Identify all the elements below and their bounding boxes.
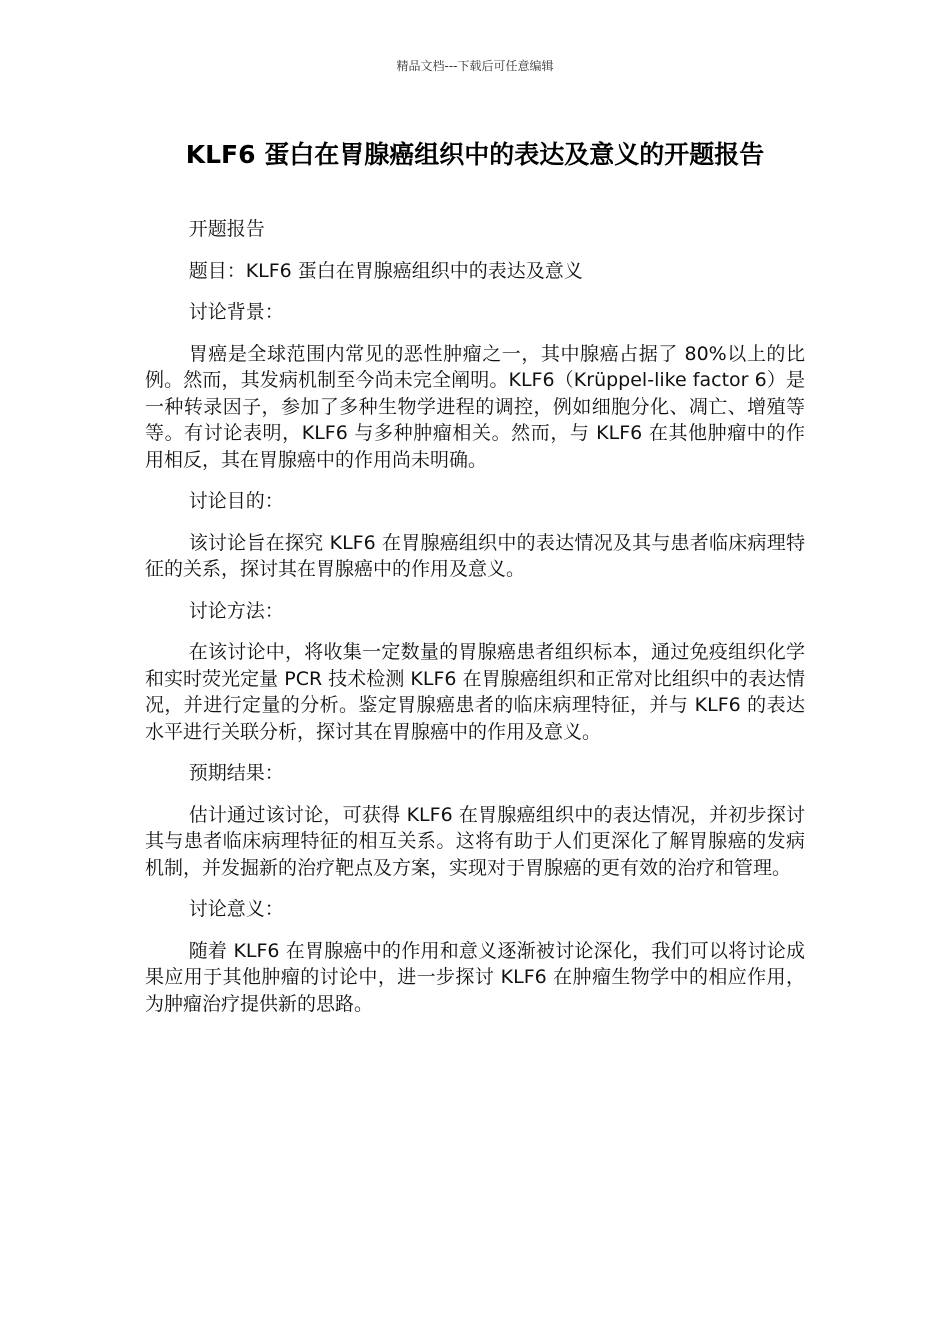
- section-heading-expected-results: 预期结果：: [188, 762, 284, 784]
- report-label: 开题报告: [188, 218, 265, 240]
- section-heading-purpose: 讨论目的：: [188, 490, 284, 512]
- method-paragraph: 在该讨论中，将收集一定数量的胃腺癌患者组织标本，通过免疫组织化学和实时荧光定量 PCR 技术检测 KLF6 在胃腺癌组织和正常对比组织中的表达情况，并进行定量的分析。鉴定胃腺癌患者的临床病理特征，并与 KLF6 的表达水平进行关联分析，探讨其在胃腺癌中的作用及意义。: [145, 641, 805, 743]
- section-heading-method: 讨论方法：: [188, 599, 284, 622]
- section-heading-significance: 讨论意义：: [188, 898, 284, 920]
- significance-paragraph: 随着 KLF6 在胃腺癌中的作用和意义逐渐被讨论深化，我们可以将讨论成果应用于其他肿瘤的讨论中，进一步探讨 KLF6 在肿瘤生物学中的相应作用，为肿瘤治疗提供新的思路。: [145, 939, 805, 1015]
- topic-line: 题目：KLF6 蛋白在胃腺癌组织中的表达及意义: [188, 259, 583, 282]
- header-note: 精品文档---下载后可任意编辑: [396, 59, 554, 73]
- document-body: [145, 216, 805, 1032]
- document-title: KLF6 蛋白在胃腺癌组织中的表达及意义的开题报告: [185, 140, 765, 169]
- expected-results-paragraph: 估计通过该讨论，可获得 KLF6 在胃腺癌组织中的表达情况，并初步探讨其与患者临床病理特征的相互关系。这将有助于人们更深化了解胃腺癌的发病机制，并发掘新的治疗靶点及方案，实现对于胃腺癌的更有效的治疗和管理。: [145, 803, 805, 879]
- purpose-paragraph: 该讨论旨在探究 KLF6 在胃腺癌组织中的表达情况及其与患者临床病理特征的关系，探讨其在胃腺癌中的作用及意义。: [145, 531, 805, 580]
- background-paragraph: 胃癌是全球范围内常见的恶性肿瘤之一，其中腺癌占据了 80%以上的比例。然而，其发病机制至今尚未完全阐明。KLF6（Krüppel-like factor 6）是一种转录因子，参加了多种生物学进程的调控，例如细胞分化、凋亡、增殖等等。有讨论表明，KLF6 与多种肿瘤相关。然而，与 KLF6 在其他肿瘤中的作用相反，其在胃腺癌中的作用尚未明确。: [145, 342, 805, 471]
- section-heading-background: 讨论背景：: [188, 301, 284, 323]
